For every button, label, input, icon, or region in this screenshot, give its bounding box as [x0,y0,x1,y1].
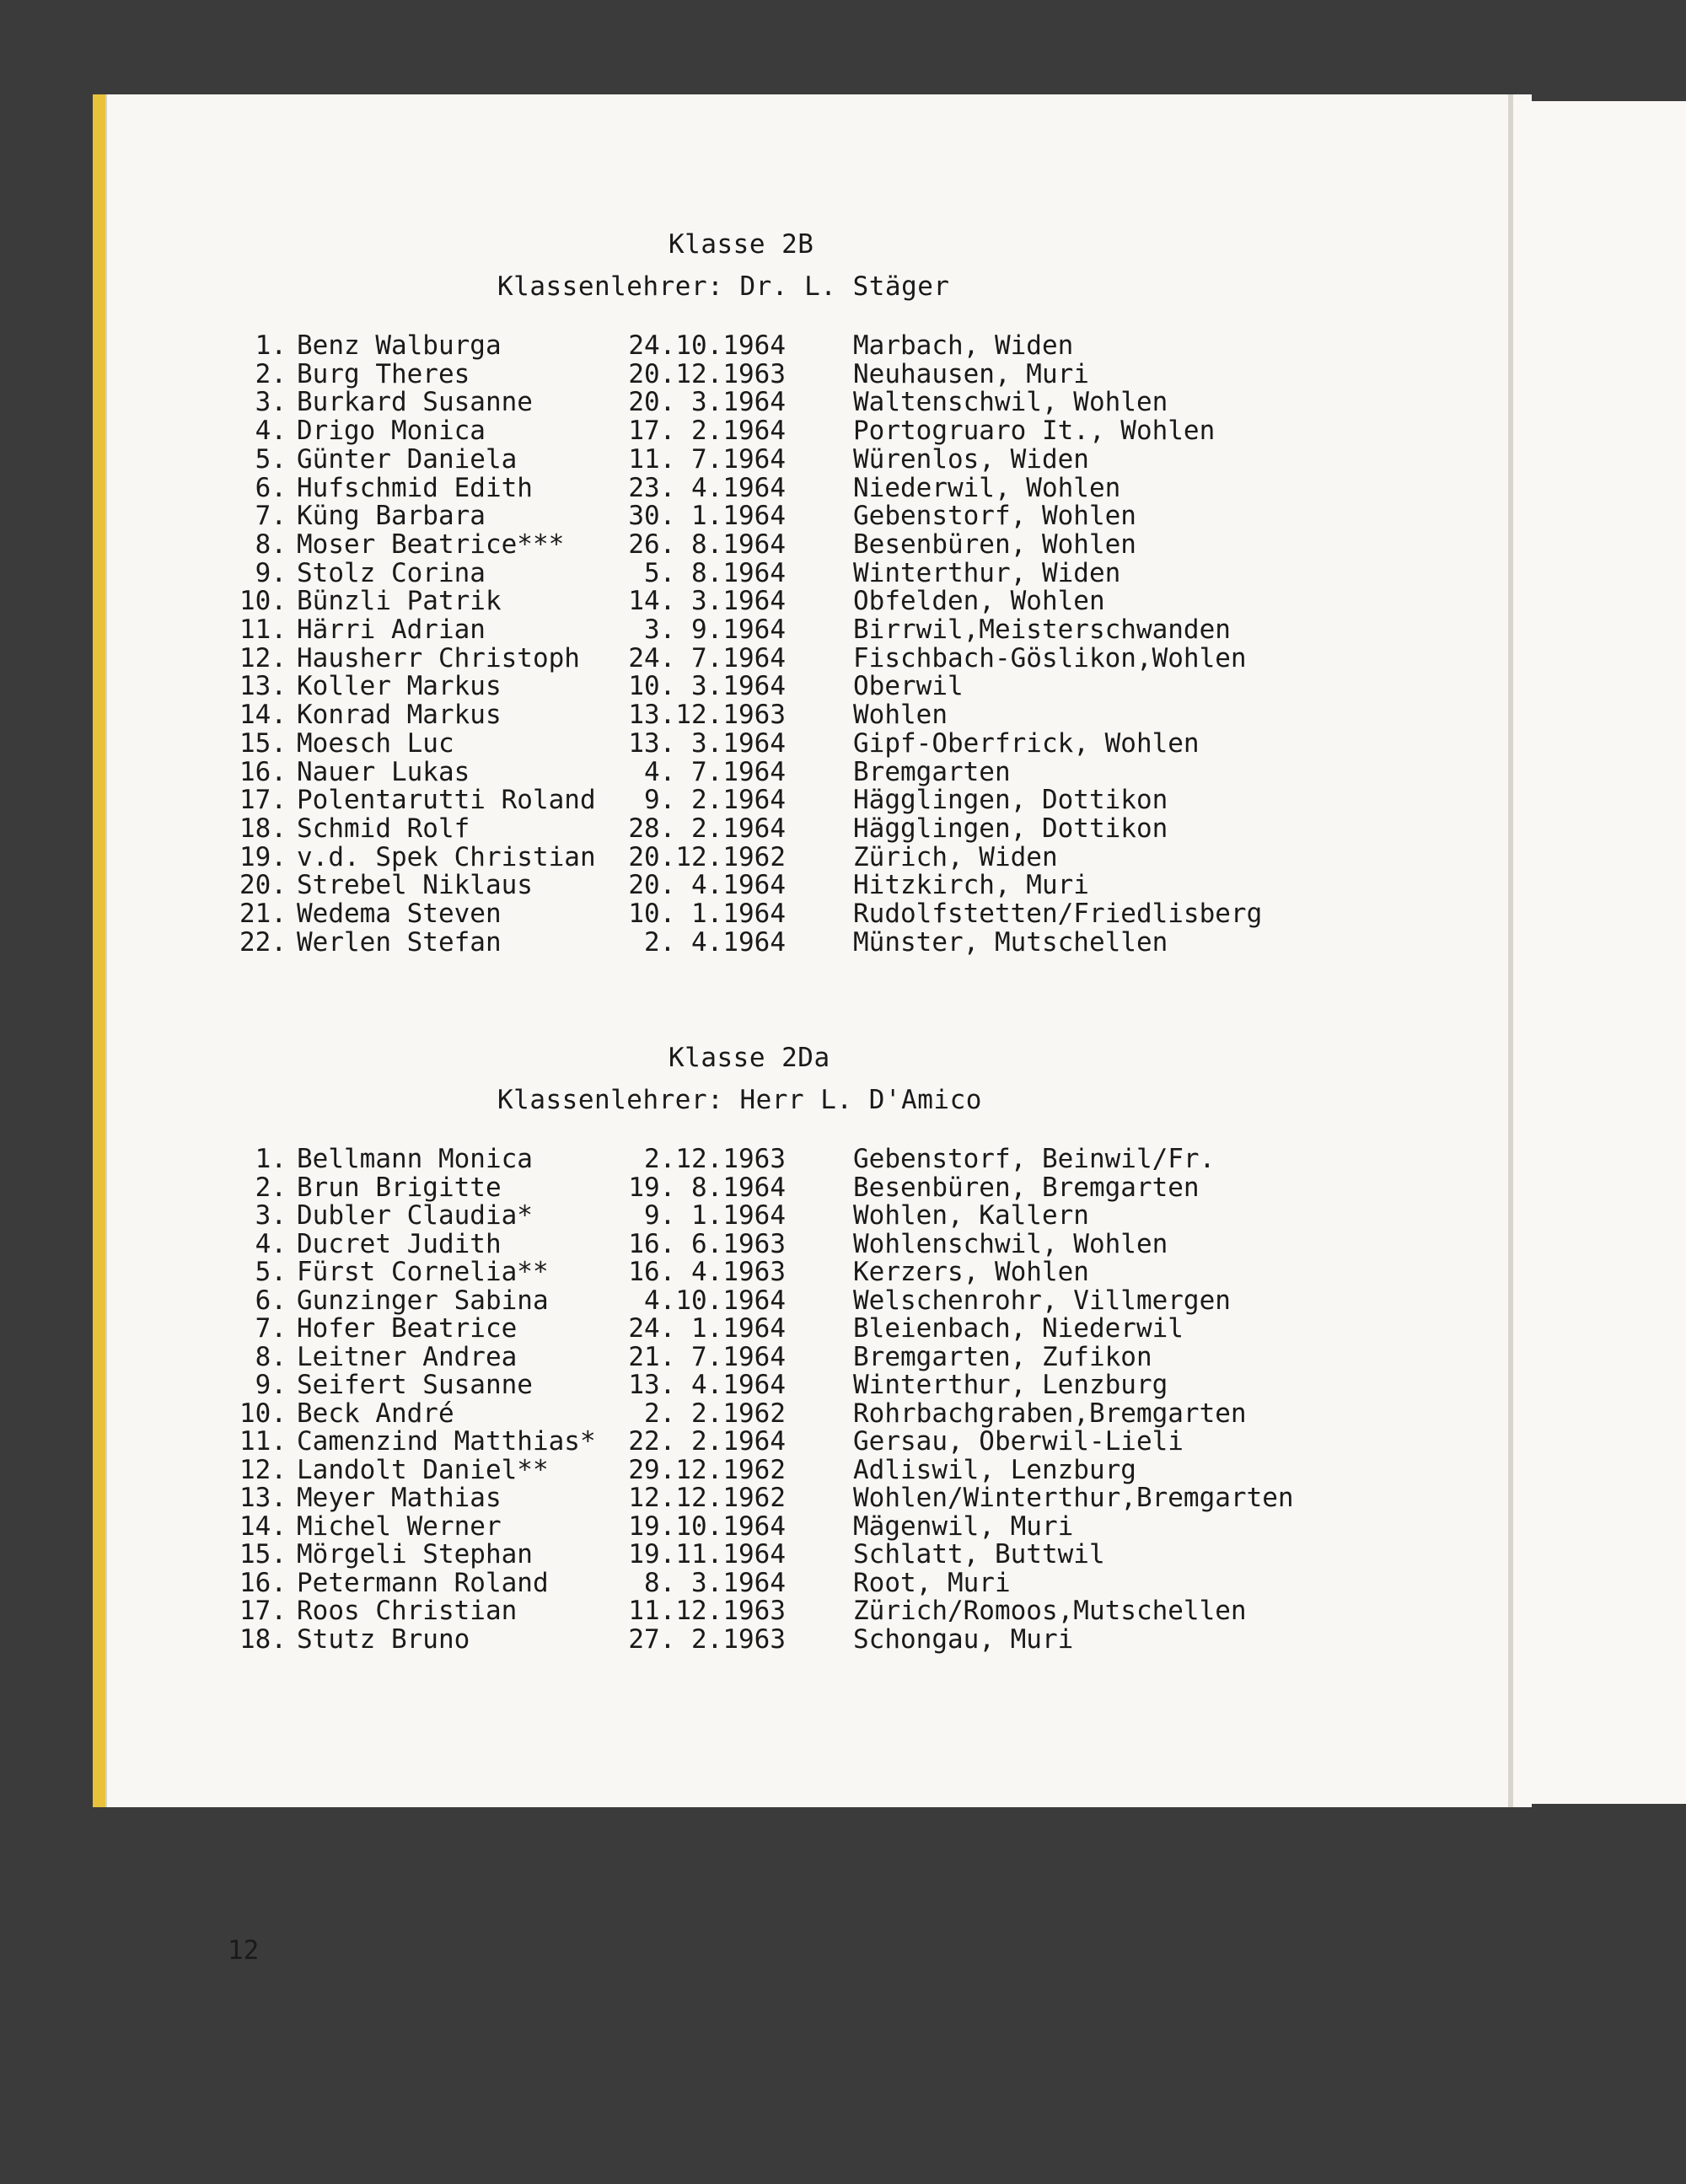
student-name: Küng Barbara [297,501,486,531]
page-number: 12 [228,1935,260,1966]
student-name: Roos Christian [297,1596,518,1626]
student-place: Schongau, Muri [853,1624,1074,1655]
student-row [229,899,1359,927]
student-place: Bleienbach, Niederwil [853,1313,1184,1344]
student-birthdate: 3. 9.1964 [644,614,786,645]
student-birthdate: 16. 4.1963 [628,1257,786,1287]
student-number: 17. [239,1596,287,1626]
student-row [229,501,1359,529]
student-birthdate: 20. 3.1964 [628,387,786,417]
student-number: 10. [239,586,287,616]
student-birthdate: 22. 2.1964 [628,1426,786,1457]
student-place: Wohlen/Winterthur,Bremgarten [853,1483,1294,1513]
student-name: Drigo Monica [297,416,486,446]
student-number: 2. [255,1172,287,1203]
student-row [229,444,1359,473]
student-number: 15. [239,1539,287,1570]
student-birthdate: 8. 3.1964 [644,1568,786,1598]
student-number: 13. [239,671,287,701]
student-number: 1. [255,1144,287,1174]
student-name: Moser Beatrice*** [297,529,565,560]
student-name: Härri Adrian [297,614,486,645]
student-birthdate: 20.12.1962 [628,842,786,872]
section-2da-title: Klasse 2Da [668,1043,830,1073]
student-name: Brun Brigitte [297,1172,502,1203]
student-name: Beck André [297,1398,454,1429]
student-birthdate: 13. 4.1964 [628,1370,786,1400]
student-place: Welschenrohr, Villmergen [853,1285,1231,1316]
student-place: Bremgarten, Zufikon [853,1342,1152,1372]
student-number: 11. [239,614,287,645]
student-number: 20. [239,870,287,900]
student-row [229,700,1359,728]
student-row [229,1285,1359,1314]
student-birthdate: 13. 3.1964 [628,728,786,759]
student-birthdate: 20.12.1963 [628,359,786,389]
student-place: Wohlen, Kallern [853,1200,1089,1231]
student-place: Adliswil, Lenzburg [853,1455,1136,1485]
student-place: Würenlos, Widen [853,444,1089,475]
student-number: 1. [255,330,287,361]
student-row [229,842,1359,871]
student-birthdate: 10. 1.1964 [628,899,786,929]
student-number: 3. [255,387,287,417]
student-name: Hofer Beatrice [297,1313,518,1344]
student-name: Fürst Cornelia** [297,1257,549,1287]
student-birthdate: 16. 6.1963 [628,1229,786,1259]
student-place: Birrwil,Meisterschwanden [853,614,1231,645]
student-number: 12. [239,643,287,673]
student-name: Gunzinger Sabina [297,1285,549,1316]
student-row [229,387,1359,416]
student-row [229,586,1359,614]
student-number: 21. [239,899,287,929]
student-birthdate: 11.12.1963 [628,1596,786,1626]
student-number: 11. [239,1426,287,1457]
student-birthdate: 9. 2.1964 [644,785,786,815]
student-place: Gersau, Oberwil-Lieli [853,1426,1184,1457]
student-place: Gebenstorf, Wohlen [853,501,1136,531]
student-birthdate: 29.12.1962 [628,1455,786,1485]
student-number: 22. [239,927,287,958]
student-birthdate: 4. 7.1964 [644,757,786,787]
student-place: Besenbüren, Wohlen [853,529,1136,560]
student-birthdate: 17. 2.1964 [628,416,786,446]
student-number: 13. [239,1483,287,1513]
student-birthdate: 28. 2.1964 [628,813,786,844]
student-name: Bellmann Monica [297,1144,533,1174]
student-birthdate: 23. 4.1964 [628,473,786,503]
student-name: Benz Walburga [297,330,502,361]
student-row [229,870,1359,899]
student-row [229,529,1359,558]
student-birthdate: 12.12.1962 [628,1483,786,1513]
student-row [229,1624,1359,1653]
student-row [229,1455,1359,1484]
student-number: 8. [255,1342,287,1372]
student-name: Bünzli Patrik [297,586,502,616]
student-place: Kerzers, Wohlen [853,1257,1089,1287]
student-birthdate: 24.10.1964 [628,330,786,361]
student-name: Werlen Stefan [297,927,502,958]
student-row [229,1144,1359,1172]
student-birthdate: 19.11.1964 [628,1539,786,1570]
student-place: Rudolfstetten/Friedlisberg [853,899,1263,929]
student-number: 5. [255,1257,287,1287]
student-number: 7. [255,1313,287,1344]
student-birthdate: 20. 4.1964 [628,870,786,900]
student-place: Mägenwil, Muri [853,1511,1074,1542]
student-place: Zürich, Widen [853,842,1058,872]
student-name: Ducret Judith [297,1229,502,1259]
student-place: Münster, Mutschellen [853,927,1168,958]
student-number: 15. [239,728,287,759]
student-birthdate: 5. 8.1964 [644,558,786,588]
student-number: 16. [239,1568,287,1598]
student-number: 17. [239,785,287,815]
student-birthdate: 4.10.1964 [644,1285,786,1316]
student-name: Hausherr Christoph [297,643,580,673]
student-number: 6. [255,1285,287,1316]
student-place: Hitzkirch, Muri [853,870,1089,900]
student-number: 7. [255,501,287,531]
student-row [229,785,1359,813]
student-place: Hägglingen, Dottikon [853,813,1168,844]
student-name: Petermann Roland [297,1568,549,1598]
student-row [229,359,1359,388]
section-2da-teacher: Klassenlehrer: Herr L. D'Amico [497,1085,982,1115]
student-place: Neuhausen, Muri [853,359,1089,389]
student-place: Zürich/Romoos,Mutschellen [853,1596,1247,1626]
student-row [229,614,1359,643]
student-birthdate: 26. 8.1964 [628,529,786,560]
student-name: Burkard Susanne [297,387,533,417]
student-name: Camenzind Matthias* [297,1426,596,1457]
student-name: Leitner Andrea [297,1342,518,1372]
student-number: 9. [255,1370,287,1400]
student-birthdate: 21. 7.1964 [628,1342,786,1372]
student-name: Landolt Daniel** [297,1455,549,1485]
student-place: Niederwil, Wohlen [853,473,1121,503]
student-number: 10. [239,1398,287,1429]
student-row [229,330,1359,359]
student-birthdate: 30. 1.1964 [628,501,786,531]
student-name: Michel Werner [297,1511,502,1542]
student-birthdate: 24. 7.1964 [628,643,786,673]
student-name: Nauer Lukas [297,757,470,787]
student-row [229,1426,1359,1455]
student-row [229,927,1359,956]
student-place: Schlatt, Buttwil [853,1539,1105,1570]
student-place: Root, Muri [853,1568,1011,1598]
student-number: 4. [255,1229,287,1259]
student-birthdate: 24. 1.1964 [628,1313,786,1344]
student-place: Winterthur, Widen [853,558,1121,588]
student-place: Oberwil [853,671,964,701]
student-number: 14. [239,700,287,730]
student-number: 2. [255,359,287,389]
student-name: Burg Theres [297,359,470,389]
student-name: Dubler Claudia* [297,1200,533,1231]
student-place: Wohlen [853,700,948,730]
student-birthdate: 10. 3.1964 [628,671,786,701]
student-place: Gipf-Oberfrick, Wohlen [853,728,1200,759]
student-number: 19. [239,842,287,872]
student-number: 9. [255,558,287,588]
student-name: v.d. Spek Christian [297,842,596,872]
student-row [229,1200,1359,1229]
student-number: 14. [239,1511,287,1542]
student-place: Portogruaro It., Wohlen [853,416,1216,446]
student-name: Seifert Susanne [297,1370,533,1400]
student-row [229,1313,1359,1342]
student-name: Koller Markus [297,671,502,701]
student-name: Hufschmid Edith [297,473,533,503]
student-birthdate: 19. 8.1964 [628,1172,786,1203]
student-row [229,757,1359,786]
facing-page-edge [1513,101,1686,1804]
student-birthdate: 27. 2.1963 [628,1624,786,1655]
student-place: Hägglingen, Dottikon [853,785,1168,815]
student-row [229,558,1359,587]
student-place: Marbach, Widen [853,330,1074,361]
student-row [229,1172,1359,1201]
section-2b-title: Klasse 2B [668,229,814,260]
student-number: 6. [255,473,287,503]
student-birthdate: 9. 1.1964 [644,1200,786,1231]
student-row [229,671,1359,700]
student-name: Günter Daniela [297,444,518,475]
student-name: Konrad Markus [297,700,502,730]
student-name: Mörgeli Stephan [297,1539,533,1570]
student-row [229,1370,1359,1398]
student-row [229,1539,1359,1568]
student-row [229,728,1359,757]
student-row [229,1229,1359,1258]
student-number: 4. [255,416,287,446]
student-row [229,1483,1359,1511]
student-number: 18. [239,813,287,844]
student-row [229,643,1359,672]
student-row [229,1398,1359,1427]
student-place: Wohlenschwil, Wohlen [853,1229,1168,1259]
student-name: Stolz Corina [297,558,486,588]
student-name: Moesch Luc [297,728,454,759]
student-place: Gebenstorf, Beinwil/Fr. [853,1144,1216,1174]
student-number: 5. [255,444,287,475]
student-name: Meyer Mathias [297,1483,502,1513]
student-number: 12. [239,1455,287,1485]
student-birthdate: 14. 3.1964 [628,586,786,616]
section-2b-teacher: Klassenlehrer: Dr. L. Stäger [497,271,950,302]
student-number: 8. [255,529,287,560]
student-number: 16. [239,757,287,787]
student-number: 18. [239,1624,287,1655]
student-birthdate: 13.12.1963 [628,700,786,730]
student-place: Obfelden, Wohlen [853,586,1105,616]
student-name: Schmid Rolf [297,813,470,844]
student-name: Strebel Niklaus [297,870,533,900]
student-birthdate: 11. 7.1964 [628,444,786,475]
student-row [229,1596,1359,1624]
student-place: Besenbüren, Bremgarten [853,1172,1200,1203]
student-place: Rohrbachgraben,Bremgarten [853,1398,1247,1429]
student-birthdate: 2. 4.1964 [644,927,786,958]
student-place: Winterthur, Lenzburg [853,1370,1168,1400]
student-place: Bremgarten [853,757,1011,787]
student-row [229,416,1359,444]
student-row [229,813,1359,842]
student-number: 3. [255,1200,287,1231]
student-birthdate: 2.12.1963 [644,1144,786,1174]
student-birthdate: 2. 2.1962 [644,1398,786,1429]
student-birthdate: 19.10.1964 [628,1511,786,1542]
student-place: Fischbach-Göslikon,Wohlen [853,643,1247,673]
student-row [229,1342,1359,1371]
student-row [229,473,1359,502]
student-place: Waltenschwil, Wohlen [853,387,1168,417]
student-name: Wedema Steven [297,899,502,929]
student-row [229,1568,1359,1596]
student-row [229,1511,1359,1540]
student-row [229,1257,1359,1285]
student-name: Polentarutti Roland [297,785,596,815]
student-name: Stutz Bruno [297,1624,470,1655]
